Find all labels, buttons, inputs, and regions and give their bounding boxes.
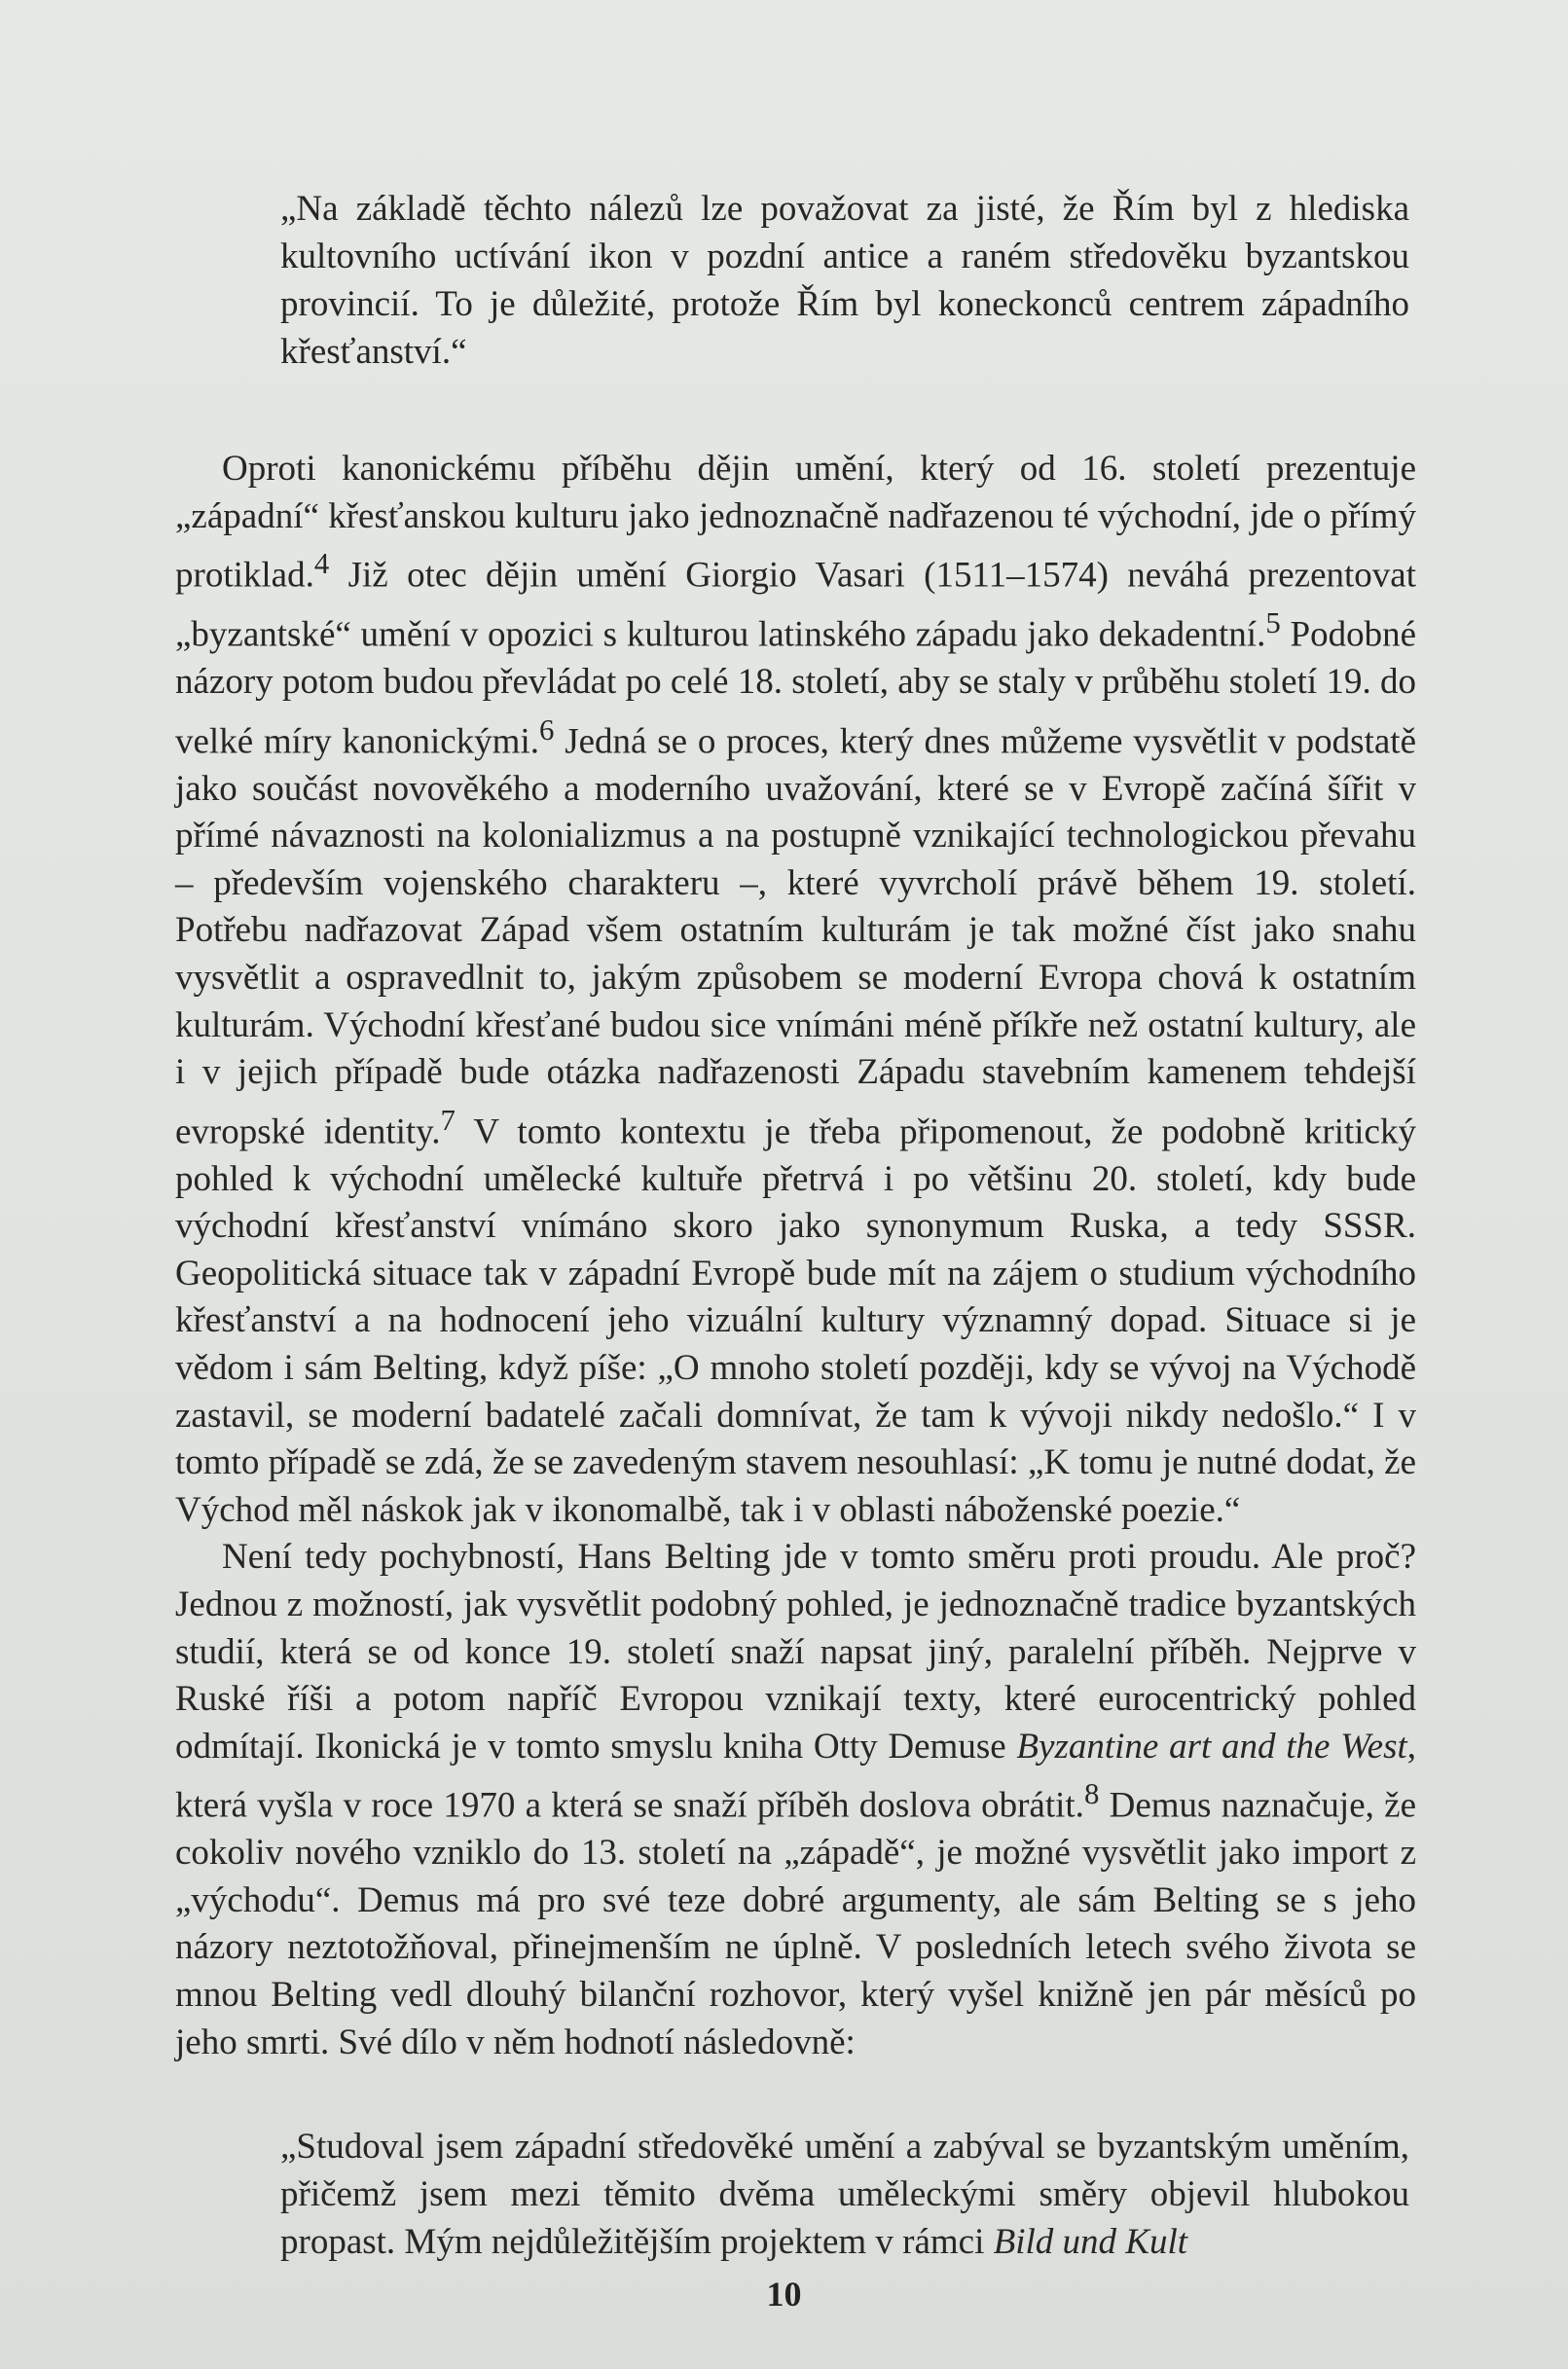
paragraph-1-text-a: Oproti kanonickému příběhu dějin umění, který od 16. století prezentuje „západní“ křesťanskou kulturu jako jednoznačně nadřazenou té východní, jde o přímý protiklad. [175, 449, 1416, 596]
paragraph-2-text-a: Není tedy pochybností, Hans Belting jde v tomto směru proti proudu. Ale proč? Jednou z možností, jak vysvětlit podobný pohled, je jednoznačně tradice byzantských studií, která se od konce 19. století snaží napsat jiný, paralelní příběh. Nejprve v Ruské říši a potom napříč Evropou vznikají texty, které eurocentrický pohled odmítají. Ikonická je v tomto smyslu kniha Otty Demuse [175, 1537, 1416, 1767]
paragraph-1 [175, 446, 1416, 1534]
quote-top-text: „Na základě těchto nálezů lze považovat za jisté, že Řím byl z hlediska kultovního uctívání ikon v pozdní antice a raném středověku byzantskou provincií. To je důležité, protože Řím byl koneckonců centrem západního křesťanství.“ [280, 189, 1409, 372]
book-title-bild-und-kult: Bild und Kult [993, 2222, 1188, 2263]
page-number: 10 [766, 2275, 802, 2314]
paragraph-1-text-e: V tomto kontextu je třeba připomenout, že podobně kritický pohled k východní umělecké kultuře přetrvá i po většinu 20. století, kdy bude východní křesťanství vnímáno skoro jako synonymum Ruska, a tedy SSSR. Geopolitická situace tak v západní Evropě bude mít na zájem o studium východního křesťanství a na hodnocení jeho vizuální kultury významný dopad. Situace si je vědom i sám Belting, když píše: „O mnoho století později, kdy se vývoj na Východě zastavil, se moderní badatelé začali domnívat, že tam k vývoji nikdy nedošlo.“ I v tomto případě se zdá, že se zavedeným stavem nesouhlasí: „K tomu je nutné dodat, že Východ měl náskok jak v ikonomalbě, tak i v oblasti náboženské poezie.“ [175, 1112, 1416, 1530]
paragraph-2-text-c: Demus naznačuje, že cokoliv nového vzniklo do 13. století na „západě“, je možné vysvětlit jako import z „východu“. Demus má pro své teze dobré argumenty, ale sám Belting se s jeho názory neztotožňoval, přinejmenším ne úplně. V posledních letech svého života se mnou Belting vedl dlouhý bilanční rozhovor, který vyšel knižně jen pár měsíců po jeho smrti. Své dílo v něm hodnotí následovně: [175, 1785, 1416, 2062]
paragraph-1-text-b: Již otec dějin umění Giorgio Vasari (1511–1574) neváhá prezentovat „byzantské“ umění v opozici s kulturou latinského západu jako dekadentní. [175, 555, 1416, 655]
footnote-ref-6: 6 [539, 712, 555, 747]
text-column [175, 175, 1416, 2266]
footnote-ref-4: 4 [313, 547, 330, 581]
paragraph-2 [175, 1534, 1416, 2066]
paragraph-2-text-b: , která vyšla v roce 1970 a která se snaží příběh doslova obrátit. [175, 1726, 1416, 1826]
quote-bottom-text: „Studoval jsem západní středověké umění a zabýval se byzantským uměním, přičemž jsem mezi těmito dvěma uměleckými směry objevil hlubokou propast. Mým nejdůležitějším projektem v rámci [280, 2127, 1409, 2263]
book-title-byzantine-art: Byzantine art and the West [1016, 1726, 1407, 1767]
paragraph-1-text-c: Podobné názory potom budou převládat po celé 18. století, aby se staly v průběhu století 19. do velké míry kanonickými. [175, 614, 1416, 761]
paragraph-1-text-d: Jedná se o proces, který dnes můžeme vysvětlit v podstatě jako součást novověkého a moderního uvažování, které se v Evropě začíná šířit v přímé návaznosti na kolonializmus a na postupně vznikající technologickou převahu – především vojenského charakteru –, které vyvrcholí právě během 19. století. Potřebu nadřazovat Západ všem ostatním kulturám je tak možné číst jako snahu vysvětlit a ospravedlnit to, jakým způsobem se moderní Evropa chová k ostatním kulturám. Východní křesťané budou sice vnímáni méně příkře než ostatní kultury, ale i v jejich případě bude otázka nadřazenosti Západu stavebním kamenem tehdejší evropské identity. [175, 720, 1416, 1152]
footnote-ref-7: 7 [440, 1103, 456, 1137]
footnote-ref-5: 5 [1265, 606, 1281, 640]
block-quote-bottom [280, 2123, 1409, 2266]
footnote-ref-8: 8 [1083, 1777, 1100, 1811]
block-quote-top [280, 185, 1409, 376]
